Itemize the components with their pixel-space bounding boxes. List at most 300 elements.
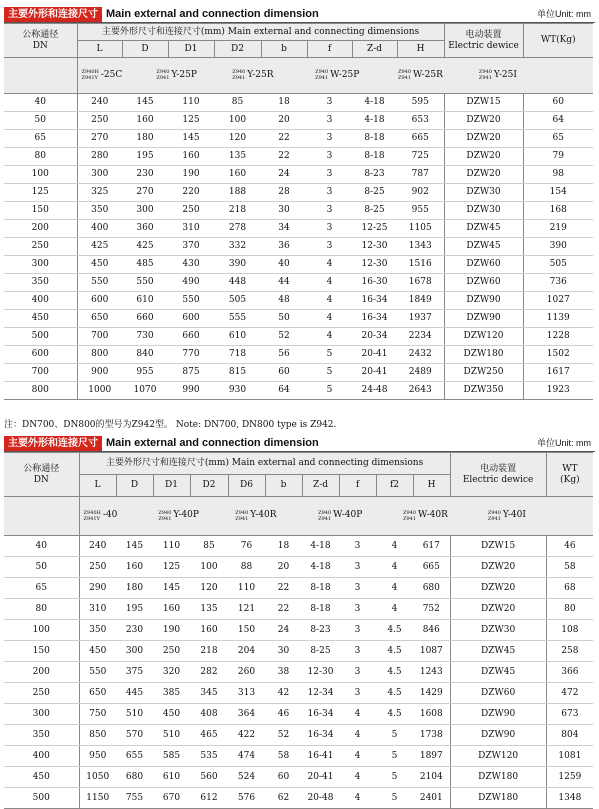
col-zd: Z-d [302,475,339,497]
table-cell: 524 [228,767,265,788]
table-cell: 3 [307,184,352,202]
table-cell: 4 [339,788,376,809]
table-cell: DZW20 [444,112,523,130]
model-4: Z940 Z941 W-25P [315,69,360,82]
table-cell: DZW30 [444,184,523,202]
table-cell: 258 [546,641,593,662]
table-cell: 110 [228,578,265,599]
table-cell: 5 [376,767,413,788]
col-f: f [307,41,352,58]
table-cell: 58 [546,557,593,578]
table-cell: 3 [339,620,376,641]
table-cell: 1228 [523,328,593,346]
table-cell: 240 [77,94,122,112]
table-cell: DZW60 [444,256,523,274]
table-cell: 4 [307,310,352,328]
table-cell: 8-23 [302,620,339,641]
table-cell: DZW30 [450,620,546,641]
table-cell: 50 [4,557,79,578]
table-cell: 46 [546,536,593,557]
table-cell: 58 [265,746,302,767]
table-cell: 154 [523,184,593,202]
table-row [4,130,593,148]
table-cell: 2104 [413,767,450,788]
col-b: b [261,41,307,58]
table-cell: 345 [190,683,228,704]
table-cell: 425 [122,238,168,256]
table-cell: 750 [79,704,116,725]
table-cell: 1617 [523,364,593,382]
table-cell: 40 [261,256,307,274]
table-cell: 219 [523,220,593,238]
table-cell: 3 [339,662,376,683]
table-cell: 8-18 [302,578,339,599]
table-cell: 12-30 [302,662,339,683]
table-cell: 500 [4,328,77,346]
table-cell: 550 [122,274,168,292]
model-2: Z940 Z941 Y-25P [156,69,197,82]
table-cell: DZW120 [444,328,523,346]
table-cell: DZW15 [444,94,523,112]
model-1: Z940H Z941Y -40 [83,509,118,522]
table-row [4,112,593,130]
table-cell: DZW180 [444,346,523,364]
table-cell: 617 [413,536,450,557]
table-cell: 125 [4,184,77,202]
table-cell: 300 [77,166,122,184]
table-cell: 490 [168,274,214,292]
table-cell: 8-23 [352,166,397,184]
table-cell: 472 [546,683,593,704]
section-1 [0,6,599,430]
table-cell: 570 [116,725,153,746]
table-cell: 12-34 [302,683,339,704]
table-cell: DZW90 [444,310,523,328]
table-row [4,94,593,112]
model-4: Z940 Z941 W-40P [318,509,363,522]
table-cell: 16-30 [352,274,397,292]
table-cell: 8-18 [352,130,397,148]
model-6: Z940 Z941 Y-25I [478,69,517,82]
table-row [4,346,593,364]
table-body-pn25 [4,94,593,400]
table-cell: 560 [190,767,228,788]
section-1-unit: 单位Unit: mm [536,9,591,19]
table-cell: 320 [153,662,190,683]
table-cell: DZW60 [444,274,523,292]
table-cell: DZW45 [450,662,546,683]
table-cell: 400 [4,292,77,310]
table-cell: 3 [307,94,352,112]
table-cell: 1516 [397,256,444,274]
table-cell: 8-18 [302,599,339,620]
table-row [4,202,593,220]
table-cell: 1243 [413,662,450,683]
table-cell: 510 [153,725,190,746]
section-2-title: Main external and connection dimension [106,437,319,449]
table-cell: DZW20 [450,599,546,620]
table-row [4,536,593,557]
table-cell: 4 [376,536,413,557]
table-cell: 20-41 [352,364,397,382]
table-cell: 950 [79,746,116,767]
table-cell: 160 [190,620,228,641]
table-cell: 902 [397,184,444,202]
table-row [4,220,593,238]
table-cell: 85 [214,94,261,112]
table-cell: DZW250 [444,364,523,382]
table-cell: 8-25 [352,202,397,220]
table-cell: 79 [523,148,593,166]
table-cell: 5 [307,346,352,364]
table-cell: 1105 [397,220,444,238]
table-row [4,683,593,704]
table-cell: 12-30 [352,238,397,256]
table-cell: 990 [168,382,214,400]
table-cell: 100 [4,166,77,184]
wt-header: WT(Kg) [523,24,593,58]
model-5: Z940 Z941 W-25R [398,69,443,82]
table-row [4,238,593,256]
table-cell: 3 [307,130,352,148]
table-cell: 310 [79,599,116,620]
table-cell: 300 [4,704,79,725]
table-cell: 4 [339,767,376,788]
table-cell: 195 [122,148,168,166]
table-row [4,328,593,346]
table-cell: 22 [261,130,307,148]
table-cell: 4 [339,725,376,746]
table-cell: 1429 [413,683,450,704]
table-cell: 610 [122,292,168,310]
section-2-tag: 主要外形和连接尺寸 [4,436,102,451]
table-cell: 1139 [523,310,593,328]
table-row [4,704,593,725]
table-cell: 736 [523,274,593,292]
col-zd: Z-d [352,41,397,58]
table-cell: 135 [190,599,228,620]
table-cell: 36 [261,238,307,256]
table-cell: 585 [153,746,190,767]
col-d2: D2 [214,41,261,58]
table-cell: 240 [79,536,116,557]
table-row [4,292,593,310]
table-cell: 8-18 [352,148,397,166]
table-cell: 150 [228,620,265,641]
table-cell: 650 [79,683,116,704]
table-cell: 65 [4,578,79,599]
table-cell: 150 [4,202,77,220]
model-5: Z940 Z941 W-40R [403,509,448,522]
col-f2: f2 [376,475,413,497]
dimension-table-pn40 [4,452,593,809]
table-cell: 76 [228,536,265,557]
table-cell: 350 [77,202,122,220]
table-cell: 145 [153,578,190,599]
table-row [4,557,593,578]
table-cell: 4-18 [352,112,397,130]
table-cell: 20-41 [352,346,397,364]
table-cell: 804 [546,725,593,746]
table-cell: DZW60 [450,683,546,704]
table-cell: DZW45 [450,641,546,662]
table-cell: 505 [214,292,261,310]
section-2 [0,435,599,809]
table-cell: 350 [79,620,116,641]
table-cell: 250 [77,112,122,130]
table-cell: 680 [413,578,450,599]
table-cell: 680 [116,767,153,788]
table-cell: 135 [214,148,261,166]
electric-header: 电动装置 Electric dewice [450,453,546,497]
table-cell: 64 [261,382,307,400]
table-cell: 65 [4,130,77,148]
table-cell: 390 [523,238,593,256]
table-cell: 80 [4,599,79,620]
table-cell: 200 [4,220,77,238]
table-cell: 180 [122,130,168,148]
table-cell: 195 [116,599,153,620]
table-cell: 450 [79,641,116,662]
table-cell: 550 [79,662,116,683]
table-cell: 3 [339,641,376,662]
table-cell: 4.5 [376,641,413,662]
col-h: H [397,41,444,58]
table-cell: 325 [77,184,122,202]
table-cell: 5 [376,788,413,809]
table-cell: 313 [228,683,265,704]
table-cell: 270 [77,130,122,148]
table-cell: 725 [397,148,444,166]
table-cell: 5 [376,746,413,767]
table-cell: DZW120 [450,746,546,767]
table-cell: 3 [339,557,376,578]
model-1: Z940H Z941Y -25C [81,69,123,82]
model-label-blank [4,497,79,536]
table-cell: 44 [261,274,307,292]
table-cell: 42 [265,683,302,704]
col-l: L [79,475,116,497]
table-cell: 24 [265,620,302,641]
table-cell: 250 [79,557,116,578]
table-cell: 430 [168,256,214,274]
table-cell: 30 [265,641,302,662]
table-cell: 200 [4,662,79,683]
table-row [4,746,593,767]
table-cell: 364 [228,704,265,725]
table-cell: 18 [265,536,302,557]
table-cell: 450 [4,310,77,328]
table-row [4,364,593,382]
table-cell: 474 [228,746,265,767]
table-cell: 665 [397,130,444,148]
table-cell: DZW90 [450,725,546,746]
table-cell: 3 [307,148,352,166]
table-cell: 64 [523,112,593,130]
table-cell: 188 [214,184,261,202]
col-d6: D6 [228,475,265,497]
table-cell: 1000 [77,382,122,400]
table-cell: 110 [153,536,190,557]
table-cell: 22 [265,599,302,620]
table-cell: 2432 [397,346,444,364]
col-b: b [265,475,302,497]
table-cell: 60 [523,94,593,112]
table-cell: 1150 [79,788,116,809]
table-row [4,148,593,166]
table-cell: 332 [214,238,261,256]
table-cell: 3 [307,202,352,220]
table-cell: 4.5 [376,662,413,683]
table-cell: DZW45 [444,220,523,238]
table-cell: 52 [261,328,307,346]
table-row [4,641,593,662]
table-cell: 2643 [397,382,444,400]
table-cell: 12-25 [352,220,397,238]
table-cell: 500 [4,788,79,809]
table-cell: 260 [228,662,265,683]
section-1-header [0,6,599,23]
table-cell: 38 [265,662,302,683]
table-cell: 278 [214,220,261,238]
table-cell: 4 [307,256,352,274]
table-cell: 955 [122,364,168,382]
table-cell: 230 [116,620,153,641]
table-cell: 16-34 [352,292,397,310]
table-cell: DZW20 [444,148,523,166]
table-cell: 1923 [523,382,593,400]
table-cell: 360 [122,220,168,238]
table-cell: 16-34 [302,704,339,725]
table-cell: 1608 [413,704,450,725]
table-cell: 98 [523,166,593,184]
section-1-rule [4,22,595,23]
table-cell: 450 [153,704,190,725]
table-cell: 718 [214,346,261,364]
table-cell: 24 [261,166,307,184]
table-cell: 3 [307,166,352,184]
table-cell: 1343 [397,238,444,256]
table-cell: 653 [397,112,444,130]
table-cell: 125 [168,112,214,130]
table-cell: 1738 [413,725,450,746]
table-cell: 445 [116,683,153,704]
table-cell: 3 [339,599,376,620]
table-cell: 385 [153,683,190,704]
table-cell: 218 [214,202,261,220]
wt-header: WT (Kg) [546,453,593,497]
dims-group-header: 主要外形尺寸和连接尺寸(mm) Main external and connecting dimensions [79,453,450,475]
table-cell: 752 [413,599,450,620]
table-cell: DZW20 [450,578,546,599]
table-cell: 160 [122,112,168,130]
table-cell: 310 [168,220,214,238]
table-cell: 600 [77,292,122,310]
table-cell: 120 [190,578,228,599]
model-6: Z940 Z941 Y-40I [487,509,526,522]
table-cell: 12-30 [352,256,397,274]
table-cell: 670 [153,788,190,809]
table-cell: 100 [214,112,261,130]
section-2-unit: 单位Unit: mm [536,438,591,448]
table-cell: 730 [122,328,168,346]
table-cell: 665 [413,557,450,578]
table-cell: 250 [153,641,190,662]
model-label-blank [4,58,77,94]
table-cell: 3 [307,238,352,256]
table-cell: DZW45 [444,238,523,256]
table-cell: 80 [546,599,593,620]
table-cell: DZW20 [450,557,546,578]
table-cell: 900 [77,364,122,382]
table-cell: 4 [307,328,352,346]
section-2-header [0,435,599,452]
table-cell: 800 [77,346,122,364]
table-cell: 505 [523,256,593,274]
table-cell: 955 [397,202,444,220]
table-cell: 190 [153,620,190,641]
table-cell: 510 [116,704,153,725]
table-cell: 218 [190,641,228,662]
table-row [4,620,593,641]
electric-header: 电动装置 Electric dewice [444,24,523,58]
table-cell: 550 [168,292,214,310]
table-cell: 168 [523,202,593,220]
table-cell: 450 [4,767,79,788]
table-cell: 145 [168,130,214,148]
table-cell: 4.5 [376,683,413,704]
table-cell: 485 [122,256,168,274]
table-cell: 108 [546,620,593,641]
table-cell: 145 [122,94,168,112]
table-cell: 34 [261,220,307,238]
col-d2: D2 [190,475,228,497]
table-cell: 375 [116,662,153,683]
table-cell: 1502 [523,346,593,364]
table-cell: 1937 [397,310,444,328]
table-cell: 400 [4,746,79,767]
table-cell: 125 [153,557,190,578]
table-cell: 700 [77,328,122,346]
table-row [4,662,593,683]
table-cell: 800 [4,382,77,400]
table-cell: DZW90 [450,704,546,725]
table-cell: 787 [397,166,444,184]
table-cell: 4 [307,292,352,310]
table-cell: 612 [190,788,228,809]
table-cell: 16-34 [302,725,339,746]
footnote: 注：DN700、DN800的型号为Z942型。 Note: DN700, DN800 type is Z942. [4,420,337,430]
table-cell: 20-34 [352,328,397,346]
table-cell: 370 [168,238,214,256]
table-cell: 850 [79,725,116,746]
table-cell: 62 [265,788,302,809]
table-cell: 673 [546,704,593,725]
table-cell: 85 [190,536,228,557]
table-cell: 300 [122,202,168,220]
table-cell: 180 [116,578,153,599]
table-cell: 600 [4,346,77,364]
col-d1: D1 [153,475,190,497]
table-cell: 190 [168,166,214,184]
table-cell: 28 [261,184,307,202]
table-cell: DZW15 [450,536,546,557]
table-cell: 846 [413,620,450,641]
table-cell: 535 [190,746,228,767]
table-cell: 8-25 [302,641,339,662]
table-cell: 20 [265,557,302,578]
table-cell: 2401 [413,788,450,809]
